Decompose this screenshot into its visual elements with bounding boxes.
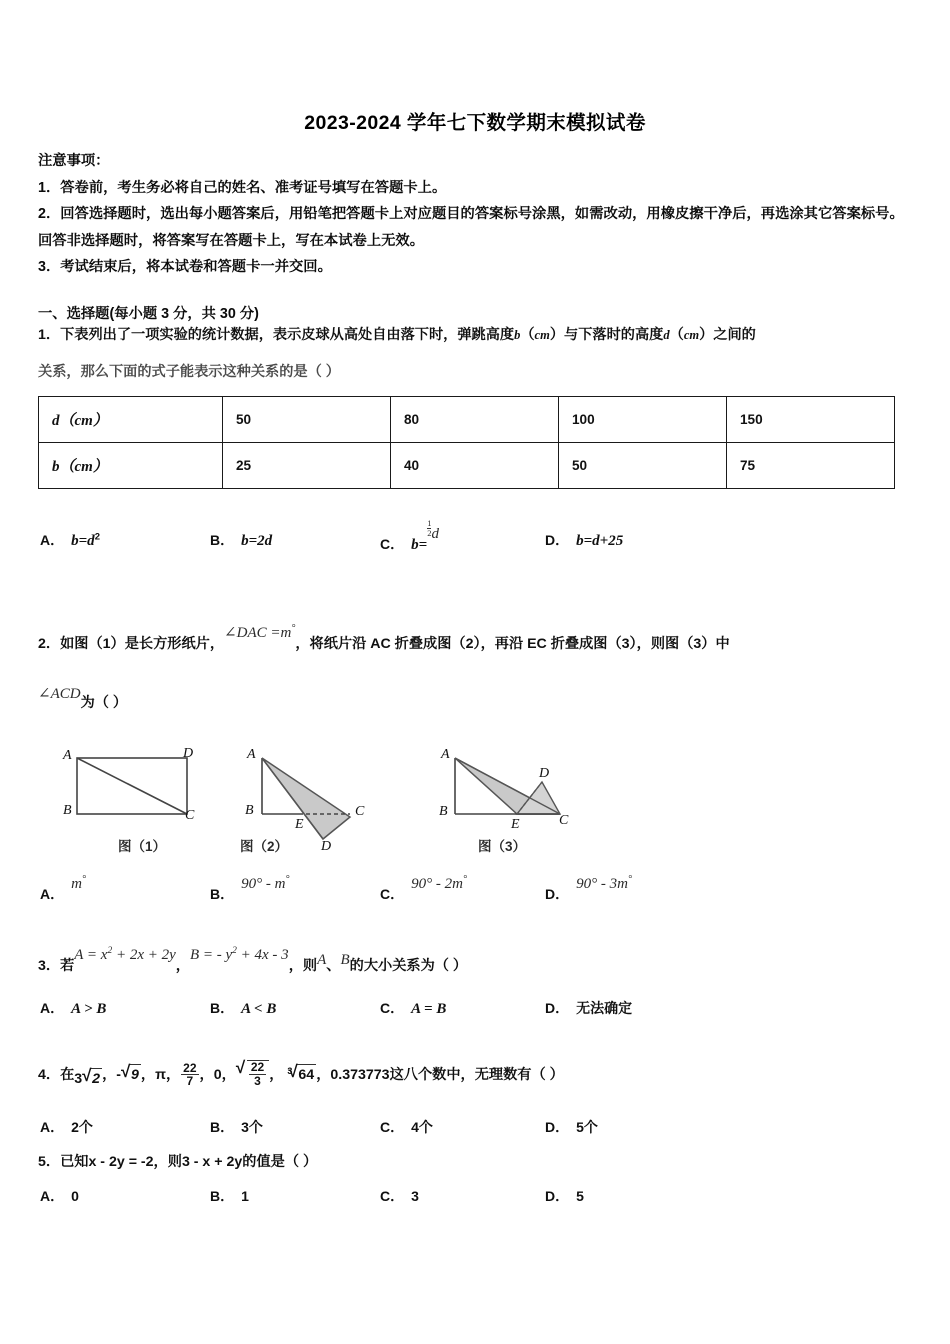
q5-option-a-text: 0 [71,1188,79,1204]
q2-option-a-label: A． [40,886,65,902]
q4-option-d-text: 5个 [576,1119,598,1135]
notice-heading: 注意事项： [38,153,110,169]
q1-option-d-label: D． [545,532,570,548]
fig3-label-A: A [441,747,450,762]
q1-var-b: b [514,328,521,342]
q2-angle-acd: ∠ACD [38,686,81,702]
q4-num-6: √ $\frac{22}{3}$ [236,1060,269,1087]
table-cell-b-3: 75 [727,443,895,489]
fig2-label-C: C [355,804,365,819]
table-row [39,443,895,489]
q4-num-5: 0 [213,1066,222,1083]
q4-sep-7: ， [316,1066,331,1083]
fig3-label-C: C [559,813,569,828]
q4-sep-6: ， [269,1066,284,1083]
q5-option-c-label: C． [380,1188,405,1204]
q1-line1c: 之间的 [713,327,756,343]
q5-option-b[interactable] [210,1186,249,1206]
q5-number: 5． [38,1154,61,1170]
notice-item-1: 1．答卷前，考生务必将自己的姓名、准考证号填写在答题卡上。 [38,179,447,196]
q4-option-b[interactable] [210,1117,263,1137]
q4-option-a-label: A． [40,1119,65,1135]
q1-option-b-label: B． [210,532,235,548]
q4-sep-2: ， [140,1066,156,1083]
q2-angle-dac: ∠DAC =m° [224,623,296,641]
q4-option-a-text: 2个 [71,1119,93,1135]
question-4-stem [38,1060,928,1088]
q3-text-b: ，则 [288,958,318,974]
section-heading: 一、选择题(每小题 3 分，共 30 分) [38,306,259,322]
q3-option-b-text: A < B [241,1001,277,1017]
question-2-options [0,874,910,908]
q4-num-1: 3 √ 2 [74,1071,102,1087]
table-row-header-b: b（cm） [39,443,223,489]
question-3-stem [38,946,928,976]
q5-option-c-text: 3 [411,1188,419,1204]
table-cell-b-2: 50 [559,443,727,489]
q4-sep-5: ， [221,1066,236,1083]
q2-text-a: 如图（1）是长方形纸片， [60,636,225,652]
q4-option-c[interactable] [380,1117,433,1137]
q2-angle-dac-var: m [280,625,292,641]
question-1-stem [38,325,928,345]
question-1-options [0,518,910,554]
q4-num-2: - √ 9 [116,1067,141,1083]
fig3-label-E: E [511,817,520,832]
q4-num-3: π [155,1066,166,1083]
q1-option-a[interactable] [40,530,100,550]
table-cell-d-3: 150 [727,397,895,443]
q2-option-b-value: 90° - m° [241,874,290,892]
notice-block [38,148,916,281]
q2-option-a-value: m° [71,874,86,892]
fig1-label-B: B [63,803,72,818]
q4-option-a[interactable] [40,1117,93,1137]
q4-num-4: $\frac{22}{7}$ [183,1060,197,1089]
q4-option-b-text: 3个 [241,1119,263,1135]
q5-text-b: ，则 [153,1154,182,1170]
q3-option-c-text: A = B [411,1001,447,1017]
question-2-stem-line2 [38,686,128,713]
q1-line1a: 下表列出了一项实验的统计数据，表示皮球从高处自由落下时，弹跳高度 [60,327,515,343]
q4-num-8: 0.373773 [330,1066,390,1083]
q3-option-d-label: D． [545,1000,570,1016]
question-1-stem-line2: 关系，那么下面的式子能表示这种关系的是（ ） [38,364,340,380]
fig1-label-C: C [185,808,195,823]
q1-option-a-label: A． [40,532,65,548]
q3-option-d-text: 无法确定 [576,1000,633,1016]
q1-paren-open-1: （ [520,327,535,343]
notice-item-3: 3．考试结束后，将本试卷和答题卡一并交回。 [38,259,332,275]
table-cell-d-0: 50 [223,397,391,443]
q1-option-a-exponent: 2 [94,531,100,543]
table-row-header-d: d（cm） [39,397,223,443]
q3-option-b-label: B． [210,1000,235,1016]
table-cell-d-2: 100 [559,397,727,443]
q3-var-A: A [317,952,327,968]
q2-option-d-value: 90° - 3m° [576,874,632,892]
q1-paren-close-1: ） [549,327,565,343]
q4-sep-3: ， [165,1066,181,1083]
q2-angle-dac-label: ∠DAC = [224,625,281,641]
q5-text-a: 已知 [60,1154,89,1170]
q5-option-c[interactable] [380,1186,419,1206]
q4-num-7: $^3$ √ 64 [283,1067,316,1083]
question-4-options [0,1117,910,1141]
q5-option-b-label: B． [210,1188,235,1204]
q4-text-a: 在 [60,1066,75,1083]
fig1-label-D: D [183,746,194,761]
q5-option-d-text: 5 [576,1188,584,1204]
q2-option-b[interactable] [210,874,290,904]
fig2-label-E: E [295,817,304,832]
q4-option-c-label: C． [380,1119,405,1135]
q1-option-b[interactable] [210,530,272,550]
q1-unit-cm-1: cm [534,328,550,342]
question-5-options [0,1186,910,1210]
q3-text-c: 的大小关系为（ ） [349,958,468,974]
fig3-label-D: D [539,766,550,781]
q3-expr-B: B = - $y^2 + 4x - 3$ [189,946,289,963]
table-cell-b-1: 40 [391,443,559,489]
q4-option-d[interactable] [545,1117,598,1137]
question-5-stem [38,1152,928,1172]
fig2-label-A: A [247,747,256,762]
q4-option-d-label: D． [545,1119,570,1135]
fig2-label-B: B [245,803,254,818]
q3-option-c-label: C． [380,1000,405,1016]
q2-option-d-label: D． [545,886,570,902]
q2-text-b: ，将纸片沿 AC 折叠成图（2），再沿 EC 折叠成图（3），则图（3）中 [295,636,730,652]
q1-unit-cm-2: cm [683,328,700,342]
figure-2-caption: 图（2） [240,839,289,854]
question-3-options [0,998,910,1022]
q1-option-a-text: b=d [71,533,95,549]
q5-option-d[interactable] [545,1186,584,1206]
q1-option-c-denominator: 2 [427,527,432,538]
q5-option-d-label: D． [545,1188,570,1204]
figure-3-caption: 图（3） [478,839,527,854]
q4-option-c-text: 4个 [411,1119,433,1135]
q4-option-b-label: B． [210,1119,235,1135]
q5-equation-2: 3 - x + 2y [181,1154,243,1170]
q1-option-c-label: C． [380,535,405,552]
q5-option-b-text: 1 [241,1188,249,1204]
q3-comma: ， [175,958,190,974]
figure-1-rectangle [77,758,187,814]
q2-option-c[interactable] [380,874,467,904]
fig3-label-B: B [439,804,448,819]
q5-equation-1: x - 2y = -2 [88,1154,154,1170]
q3-separator: 、 [326,958,341,974]
q5-option-a-label: A． [40,1188,65,1204]
q1-option-c-variable: d [431,525,439,542]
q3-option-c[interactable] [380,998,446,1018]
q1-var-d: d [663,328,670,342]
q3-option-a-text: A > B [71,1001,107,1017]
question-2-stem [38,623,928,654]
q1-paren-close-2: ） [699,327,714,343]
q5-option-a[interactable] [40,1186,79,1206]
q4-sep-1: ， [102,1066,117,1083]
fig2-label-D: D [321,839,332,854]
q3-text-a: 若 [60,958,75,974]
q4-sep-4: ， [199,1066,214,1083]
q2-option-c-label: C． [380,886,405,902]
bounce-height-table [38,396,895,489]
q1-number: 1． [38,327,61,343]
table-row [39,397,895,443]
q5-text-c: 的值是（ ） [242,1154,318,1170]
figure-1-caption: 图（1） [118,839,167,854]
q4-text-b: 这八个数中，无理数有（ ） [389,1066,564,1083]
fig1-label-A: A [63,748,72,763]
table-cell-b-0: 25 [223,443,391,489]
q3-number: 3． [38,958,61,974]
q1-option-d-text: b=d+25 [576,533,624,549]
q2-option-c-value: 90° - 2m° [411,874,467,892]
q1-option-c-numerator: 1 [427,518,432,528]
q1-line1b: 与下落时的高度 [564,327,664,343]
q1-option-c[interactable] [380,518,439,554]
q1-option-c-fraction [427,518,439,542]
notice-item-2: 2．回答选择题时，选出每小题答案后，用铅笔把答题卡上对应题目的答案标号涂黑，如需改动，用橡皮擦干净后，再选涂其它答案标号。回答非选择题时，将答案写在答题卡上，写在本试卷上无效。 [38,206,904,249]
q3-var-B: B [340,952,350,968]
page-title: 2023-2024 学年七下数学期末模拟试卷 [304,112,646,134]
figure-2-fold [262,758,350,839]
q1-option-c-text: b= [411,536,428,553]
q4-number: 4． [38,1066,61,1083]
q1-option-b-text: b=2d [241,533,273,549]
q2-option-b-label: B． [210,886,235,902]
q2-option-a[interactable] [40,874,86,904]
q1-option-d[interactable] [545,530,623,550]
q3-option-a-label: A． [40,1000,65,1016]
q3-option-a[interactable] [40,998,106,1018]
table-cell-d-1: 80 [391,397,559,443]
q3-option-d[interactable] [545,998,632,1018]
q1-paren-open-2: （ [669,327,684,343]
q3-option-b[interactable] [210,998,276,1018]
q2-number: 2． [38,636,61,652]
q2-text-c: 为（ ） [80,695,128,711]
q2-option-d[interactable] [545,874,632,904]
q3-expr-A: $A = x^2 + 2x + 2y$ [74,946,176,963]
